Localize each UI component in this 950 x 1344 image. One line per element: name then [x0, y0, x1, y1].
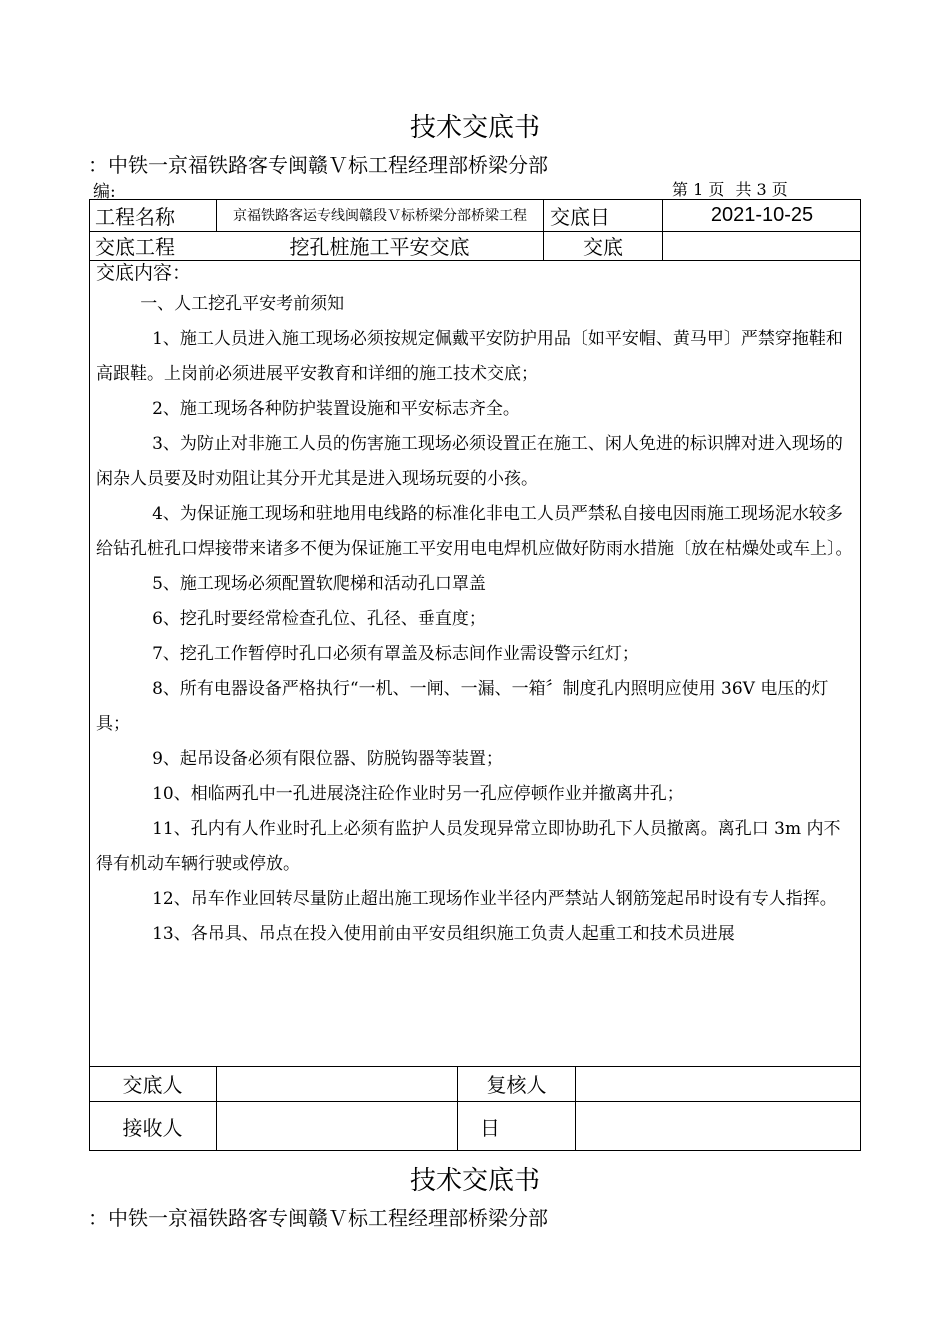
list-item: 1、施工人员进入施工现场必须按规定佩戴平安防护用品〔如平安帽、黄马甲〕严禁穿拖鞋和高跟鞋。上岗前必须进展平安教育和详细的施工技术交底； [96, 329, 843, 384]
date-value: 2021-10-25 [710, 203, 814, 226]
content-heading: 交底内容： [96, 262, 192, 284]
list-item: 5、施工现场必须配置软爬梯和活动孔口罩盖 [152, 574, 486, 594]
ri-label: 日 [480, 1115, 500, 1140]
fuheren-label: 复核人 [486, 1073, 547, 1097]
project-name-value: 京福铁路客运专线闽赣段Ｖ标桥梁分部桥梁工程 [233, 208, 527, 224]
doc-title: 技术交底书 [409, 113, 540, 143]
date-label: 交底日 [550, 204, 610, 229]
unit-line-page2: ：中铁一京福铁路客专闽赣Ｖ标工程经理部桥梁分部 [88, 1206, 548, 1230]
list-item: 7、挖孔工作暂停时孔口必须有罩盖及标志间作业需设警示红灯； [152, 644, 639, 664]
list-item: 4、为保证施工现场和驻地用电线路的标准化非电工人员严禁私自接电因雨施工现场泥水较多给钻孔桩孔口焊接带来诸多不便为保证施工平安用电电焊机应做好防雨水措施〔放在枯燥处或车上〕。 [96, 504, 853, 559]
list-item: 11、孔内有人作业时孔上必须有监护人员发现异常立即协助孔下人员撤离。离孔口 3m 内不得有机动车辆行驶或停放。 [96, 819, 841, 874]
list-item: 13、各吊具、吊点在投入使用前由平安员组织施工负责人起重工和技术员进展 [152, 924, 735, 944]
project-name-label: 工程名称 [95, 204, 175, 229]
list-item: 12、吊车作业回转尽量防止超出施工现场作业半径内严禁站人钢筋笼起吊时设有专人指挥。 [152, 889, 837, 909]
list-item: 3、为防止对非施工人员的伤害施工现场必须设置正在施工、闲人免进的标识牌对进入现场的闲杂人员要及时劝阻让其分开尤其是进入现场玩耍的小孩。 [96, 434, 843, 489]
doc-title-page2: 技术交底书 [409, 1166, 540, 1196]
page-total: 共 3 页 [735, 180, 788, 199]
content-area [96, 262, 854, 952]
list-item: 10、相临两孔中一孔进展浇注砼作业时另一孔应停顿作业并撤离井孔； [152, 784, 684, 804]
bian-label: 编: [93, 182, 116, 202]
page-number: 第 1 页 [672, 180, 725, 199]
list-item: 6、挖孔时要经常检查孔位、孔径、垂直度； [152, 609, 486, 629]
jiaodiren-label: 交底人 [122, 1073, 183, 1097]
unit-line: ：中铁一京福铁路客专闽赣Ｖ标工程经理部桥梁分部 [88, 153, 548, 177]
jieshouren-label: 接收人 [122, 1115, 183, 1140]
list-item: 9、起吊设备必须有限位器、防脱钩器等装置； [152, 749, 503, 769]
jiaodi-label: 交底 [583, 235, 623, 259]
page-info [672, 177, 794, 200]
work-label: 交底工程 [95, 235, 175, 259]
section-title: 一、人工挖孔平安考前须知 [140, 294, 345, 314]
list-item: 8、所有电器设备严格执行“一机、一闸、一漏、一箱〞制度孔内照明应使用 36V 电压的灯具； [96, 679, 829, 734]
work-value: 挖孔桩施工平安交底 [289, 235, 470, 259]
list-item: 2、施工现场各种防护装置设施和平安标志齐全。 [152, 399, 520, 419]
